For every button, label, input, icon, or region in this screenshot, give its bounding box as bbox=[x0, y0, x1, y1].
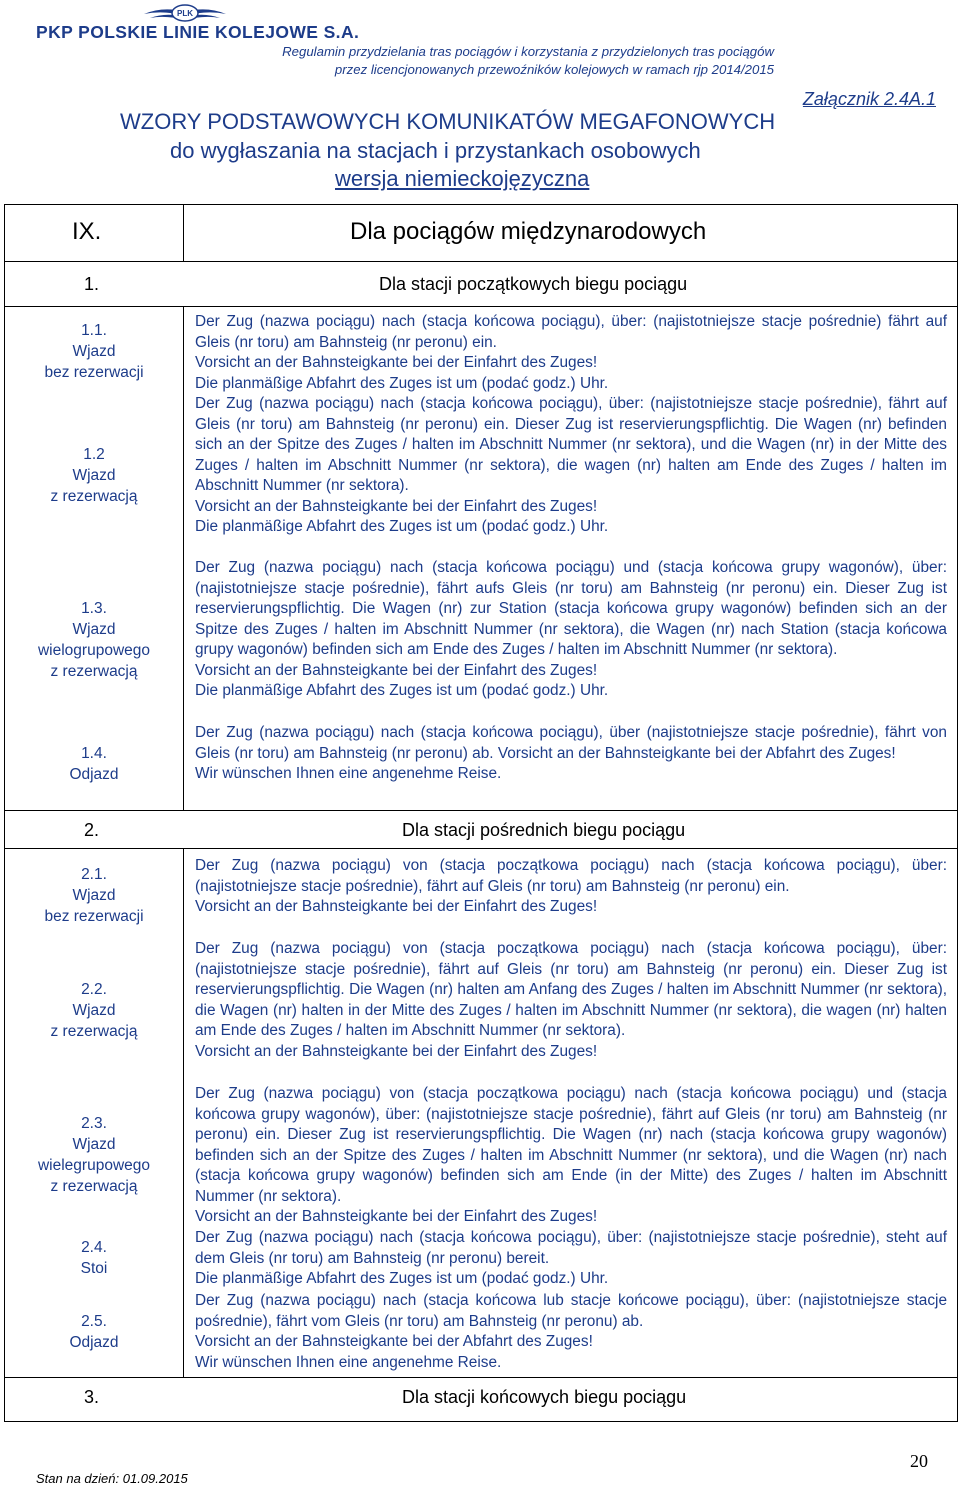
document-title-line-1: WZORY PODSTAWOWYCH KOMUNIKATÓW MEGAFONOWYCH bbox=[120, 109, 776, 134]
regulation-line-2: przez licencjonowanych przewoźników kolejowych w ramach rjp 2014/2015 bbox=[334, 62, 774, 77]
label-line: z rezerwacją bbox=[50, 1023, 138, 1040]
announcement-text: Der Zug (nazwa pociągu) von (stacja początkowa pociągu) nach (stacja końcowa pociągu) und (stacja końcowa grupy wagonów), über: (najistotniejsze stacje pośrednie), fährt auf Gleis (nr toru) am Bahnsteig (nr peronu) ein. Dieser Zug ist reservierungspflichtig. Die Wagen (nr) nach (stacja końcowa grupy wagonów) befinden sich an der Spitze des Zuges / halten im Abschnitt Nummer (nr sektora), und die Wagen (nr) nach (stacja końcowa grupy wagonów) befinden sich am Ende (in der Mitte) des Zuges / halten im Abschnitt Nummer (nr sektora). bbox=[195, 1085, 947, 1205]
announcement-2-4 bbox=[195, 1228, 947, 1290]
announcement-text: Die planmäßige Abfahrt des Zuges ist um (podać godz.) Uhr. bbox=[195, 374, 609, 392]
table-column-divider bbox=[183, 306, 184, 810]
section-number: 1. bbox=[84, 274, 100, 294]
chapter-title: Dla pociągów międzynarodowych bbox=[350, 218, 707, 245]
table-divider bbox=[4, 306, 958, 307]
announcement-text: Der Zug (nazwa pociągu) nach (stacja końcowa pociągu), über: (najistotniejsze stacje pośrednie), steht auf dem Gleis (nr toru) am Bahnsteig (nr peronu) bereit. bbox=[195, 1229, 947, 1267]
table-divider bbox=[4, 261, 958, 262]
label-1-1 bbox=[10, 320, 178, 383]
label-number: 1.2 bbox=[83, 446, 105, 463]
chapter-number: IX. bbox=[72, 218, 102, 245]
announcement-text: Der Zug (nazwa pociągu) nach (stacja końcowa pociągu) und (stacja końcowa grupy wagonów), über: (najistotniejsze stacje pośrednie), fährt aufs Gleis (nr toru) am Bahnsteig (nr peronu) ein. Dieser Zug ist reservierungspflichtig. Die Wagen (nr) zur Station (stacja końcowa grupy wagonów) befinden sich an der Spitze des Zuges / halten im Abschnitt Nummer (nr sektora), die Wagen (nr) nach Station (stacja końcowa grupy wagonów) befinden sich am Ende des Zuges / halten im Abschnitt Nummer (nr sektora). bbox=[195, 559, 947, 658]
table-divider bbox=[4, 810, 958, 811]
label-line: wielegrupowego bbox=[37, 1157, 151, 1174]
label-line: z rezerwacją bbox=[50, 1178, 138, 1195]
announcement-text: Vorsicht an der Bahnsteigkante bei der Einfahrt des Zuges! bbox=[195, 497, 598, 515]
label-line: Wjazd bbox=[72, 1002, 116, 1019]
announcement-text: Vorsicht an der Bahnsteigkante bei der Abfahrt des Zuges! bbox=[195, 1333, 593, 1350]
announcement-text: Vorsicht an der Bahnsteigkante bei der Einfahrt des Zuges! bbox=[195, 354, 598, 371]
announcement-2-5 bbox=[195, 1291, 947, 1373]
attachment-label: Załącznik 2.4A.1 bbox=[802, 89, 936, 109]
announcement-2-1 bbox=[195, 856, 947, 918]
section-title: Dla stacji pośrednich biegu pociągu bbox=[402, 820, 686, 840]
label-number: 1.4. bbox=[81, 745, 107, 762]
plk-wings-logo-icon bbox=[144, 4, 226, 24]
announcement-text: Der Zug (nazwa pociągu) von (stacja początkowa pociągu) nach (stacja końcowa pociągu), über: (najistotniejsze stacje pośrednie), fährt auf Gleis (nr toru) am Bahnsteig (nr peronu) ein. Dieser Zug ist reservierungspflichtig. Die Wagen (nr) halten am Anfang des Zuges / halten im Abschnitt Nummer (nr sektora), die Wagen (nr) halten in der Mitte des Zuges / halten im Abschnitt Nummer (nr sektora), die wagen (nr) halten am Ende des Zuges / halten im Abschnitt Nummer (nr sektora). bbox=[195, 940, 947, 1039]
label-1-3 bbox=[10, 598, 178, 682]
label-line: Stoi bbox=[80, 1260, 108, 1277]
label-line: Wjazd bbox=[72, 621, 116, 638]
announcement-text: Die planmäßige Abfahrt des Zuges ist um (podać godz.) Uhr. bbox=[195, 518, 609, 535]
label-2-2 bbox=[10, 979, 178, 1042]
announcement-text: Die planmäßige Abfahrt des Zuges ist um (podać godz.) Uhr. bbox=[195, 682, 609, 699]
announcement-text: Vorsicht an der Bahnsteigkante bei der Einfahrt des Zuges! bbox=[195, 1042, 598, 1060]
announcement-1-2 bbox=[195, 394, 947, 538]
regulation-line-1: Regulamin przydzielania tras pociągów i korzystania z przydzielonych tras pociągów bbox=[282, 44, 774, 59]
announcement-1-3 bbox=[195, 558, 947, 702]
label-2-3 bbox=[10, 1113, 178, 1197]
announcement-text: Vorsicht an der Bahnsteigkante bei der Einfahrt des Zuges! bbox=[195, 1208, 598, 1225]
section-title: Dla stacji końcowych biegu pociągu bbox=[402, 1387, 687, 1407]
announcement-text: Vorsicht an der Bahnsteigkante bei der Einfahrt des Zuges! bbox=[195, 661, 598, 679]
label-line: wielogrupowego bbox=[37, 642, 151, 659]
label-line: z rezerwacją bbox=[50, 663, 138, 680]
label-1-4 bbox=[10, 743, 178, 785]
label-line: Odjazd bbox=[69, 766, 119, 783]
label-line: bez rezerwacji bbox=[44, 908, 144, 925]
announcement-2-2 bbox=[195, 939, 947, 1062]
announcement-text: Der Zug (nazwa pociągu) nach (stacja końcowa pociągu), über: (najistotniejsze stacje pośrednie) fährt auf Gleis (nr toru) am Bahnsteig (nr peronu) ein. bbox=[195, 313, 947, 351]
label-line: Wjazd bbox=[72, 343, 116, 360]
label-line: bez rezerwacji bbox=[44, 364, 144, 381]
label-number: 1.1. bbox=[81, 322, 107, 339]
table-divider bbox=[4, 848, 958, 849]
table-divider bbox=[4, 1377, 958, 1378]
section-title: Dla stacji początkowych biegu pociągu bbox=[379, 274, 688, 294]
announcement-2-3 bbox=[195, 1084, 947, 1228]
label-line: Odjazd bbox=[69, 1334, 119, 1351]
announcement-text: Die planmäßige Abfahrt des Zuges ist um (podać godz.) Uhr. bbox=[195, 1270, 609, 1287]
section-number: 3. bbox=[84, 1387, 100, 1407]
label-line: Wjazd bbox=[72, 1136, 116, 1153]
announcement-1-4 bbox=[195, 723, 947, 785]
label-number: 1.3. bbox=[81, 600, 107, 617]
announcement-text: Der Zug (nazwa pociągu) nach (stacja końcowa lub stacje końcowe pociągu), über: (najistotniejsze stacje pośrednie), fährt vom Gleis (nr toru) am Bahnsteig (nr peronu) ab. bbox=[195, 1292, 947, 1330]
company-logo bbox=[36, 4, 360, 44]
label-2-1 bbox=[10, 864, 178, 927]
table-column-divider bbox=[183, 848, 184, 1377]
label-line: Wjazd bbox=[72, 467, 116, 484]
label-2-4 bbox=[10, 1237, 178, 1279]
label-number: 2.3. bbox=[81, 1115, 107, 1132]
footer-date: Stan na dzień: 01.09.2015 bbox=[36, 1471, 188, 1486]
announcement-text: Wir wünschen Ihnen eine angenehme Reise. bbox=[195, 765, 502, 782]
label-line: Wjazd bbox=[72, 887, 116, 904]
table-column-divider bbox=[183, 204, 184, 261]
label-number: 2.1. bbox=[81, 866, 107, 883]
document-title-line-3: wersja niemieckojęzyczna bbox=[335, 166, 590, 191]
announcement-text: Vorsicht an der Bahnsteigkante bei der Einfahrt des Zuges! bbox=[195, 898, 598, 915]
page-number: 20 bbox=[910, 1451, 928, 1471]
announcement-text: Der Zug (nazwa pociągu) von (stacja początkowa pociągu) nach (stacja końcowa pociągu), über: (najistotniejsze stacje pośrednie), fährt auf Gleis (nr toru) am Bahnsteig (nr peronu) ein. bbox=[195, 857, 947, 895]
svg-text:PLK: PLK bbox=[177, 9, 193, 18]
label-number: 2.4. bbox=[81, 1239, 107, 1256]
label-number: 2.2. bbox=[81, 981, 107, 998]
label-line: z rezerwacją bbox=[50, 488, 138, 505]
announcement-1-1 bbox=[195, 312, 947, 394]
company-name: PKP POLSKIE LINIE KOLEJOWE S.A. bbox=[36, 22, 360, 42]
announcement-text: Der Zug (nazwa pociągu) nach (stacja końcowa pociągu), über (najistotniejsze stacje pośrednie), fährt von Gleis (nr toru) am Bahnsteig (nr peronu) ab. Vorsicht an der Bahnsteigkante bei der Abfahrt des Zuges! bbox=[195, 724, 947, 762]
label-number: 2.5. bbox=[81, 1313, 107, 1330]
section-number: 2. bbox=[84, 820, 100, 840]
label-1-2 bbox=[10, 444, 178, 507]
announcement-text: Wir wünschen Ihnen eine angenehme Reise. bbox=[195, 1353, 502, 1371]
document-title-line-2: do wygłaszania na stacjach i przystankach osobowych bbox=[170, 138, 701, 163]
announcement-text: Der Zug (nazwa pociągu) nach (stacja końcowa pociągu), über: (najistotniejsze stacje pośrednie), fährt auf Gleis (nr toru) am Bahnsteig (nr peronu) ein. Dieser Zug ist reservierungspflichtig. Die Wagen (nr) befinden sich an der Spitze des Zuges / halten im Abschnitt Nummer (nr sektora), und die Wagen (nr) in der Mitte des Zuges / halten im Abschnitt Nummer (nr sektora), die wagen (nr) halten am Ende des Zuges / halten im Abschnitt Nummer (nr sektora). bbox=[195, 395, 947, 494]
label-2-5 bbox=[10, 1311, 178, 1353]
